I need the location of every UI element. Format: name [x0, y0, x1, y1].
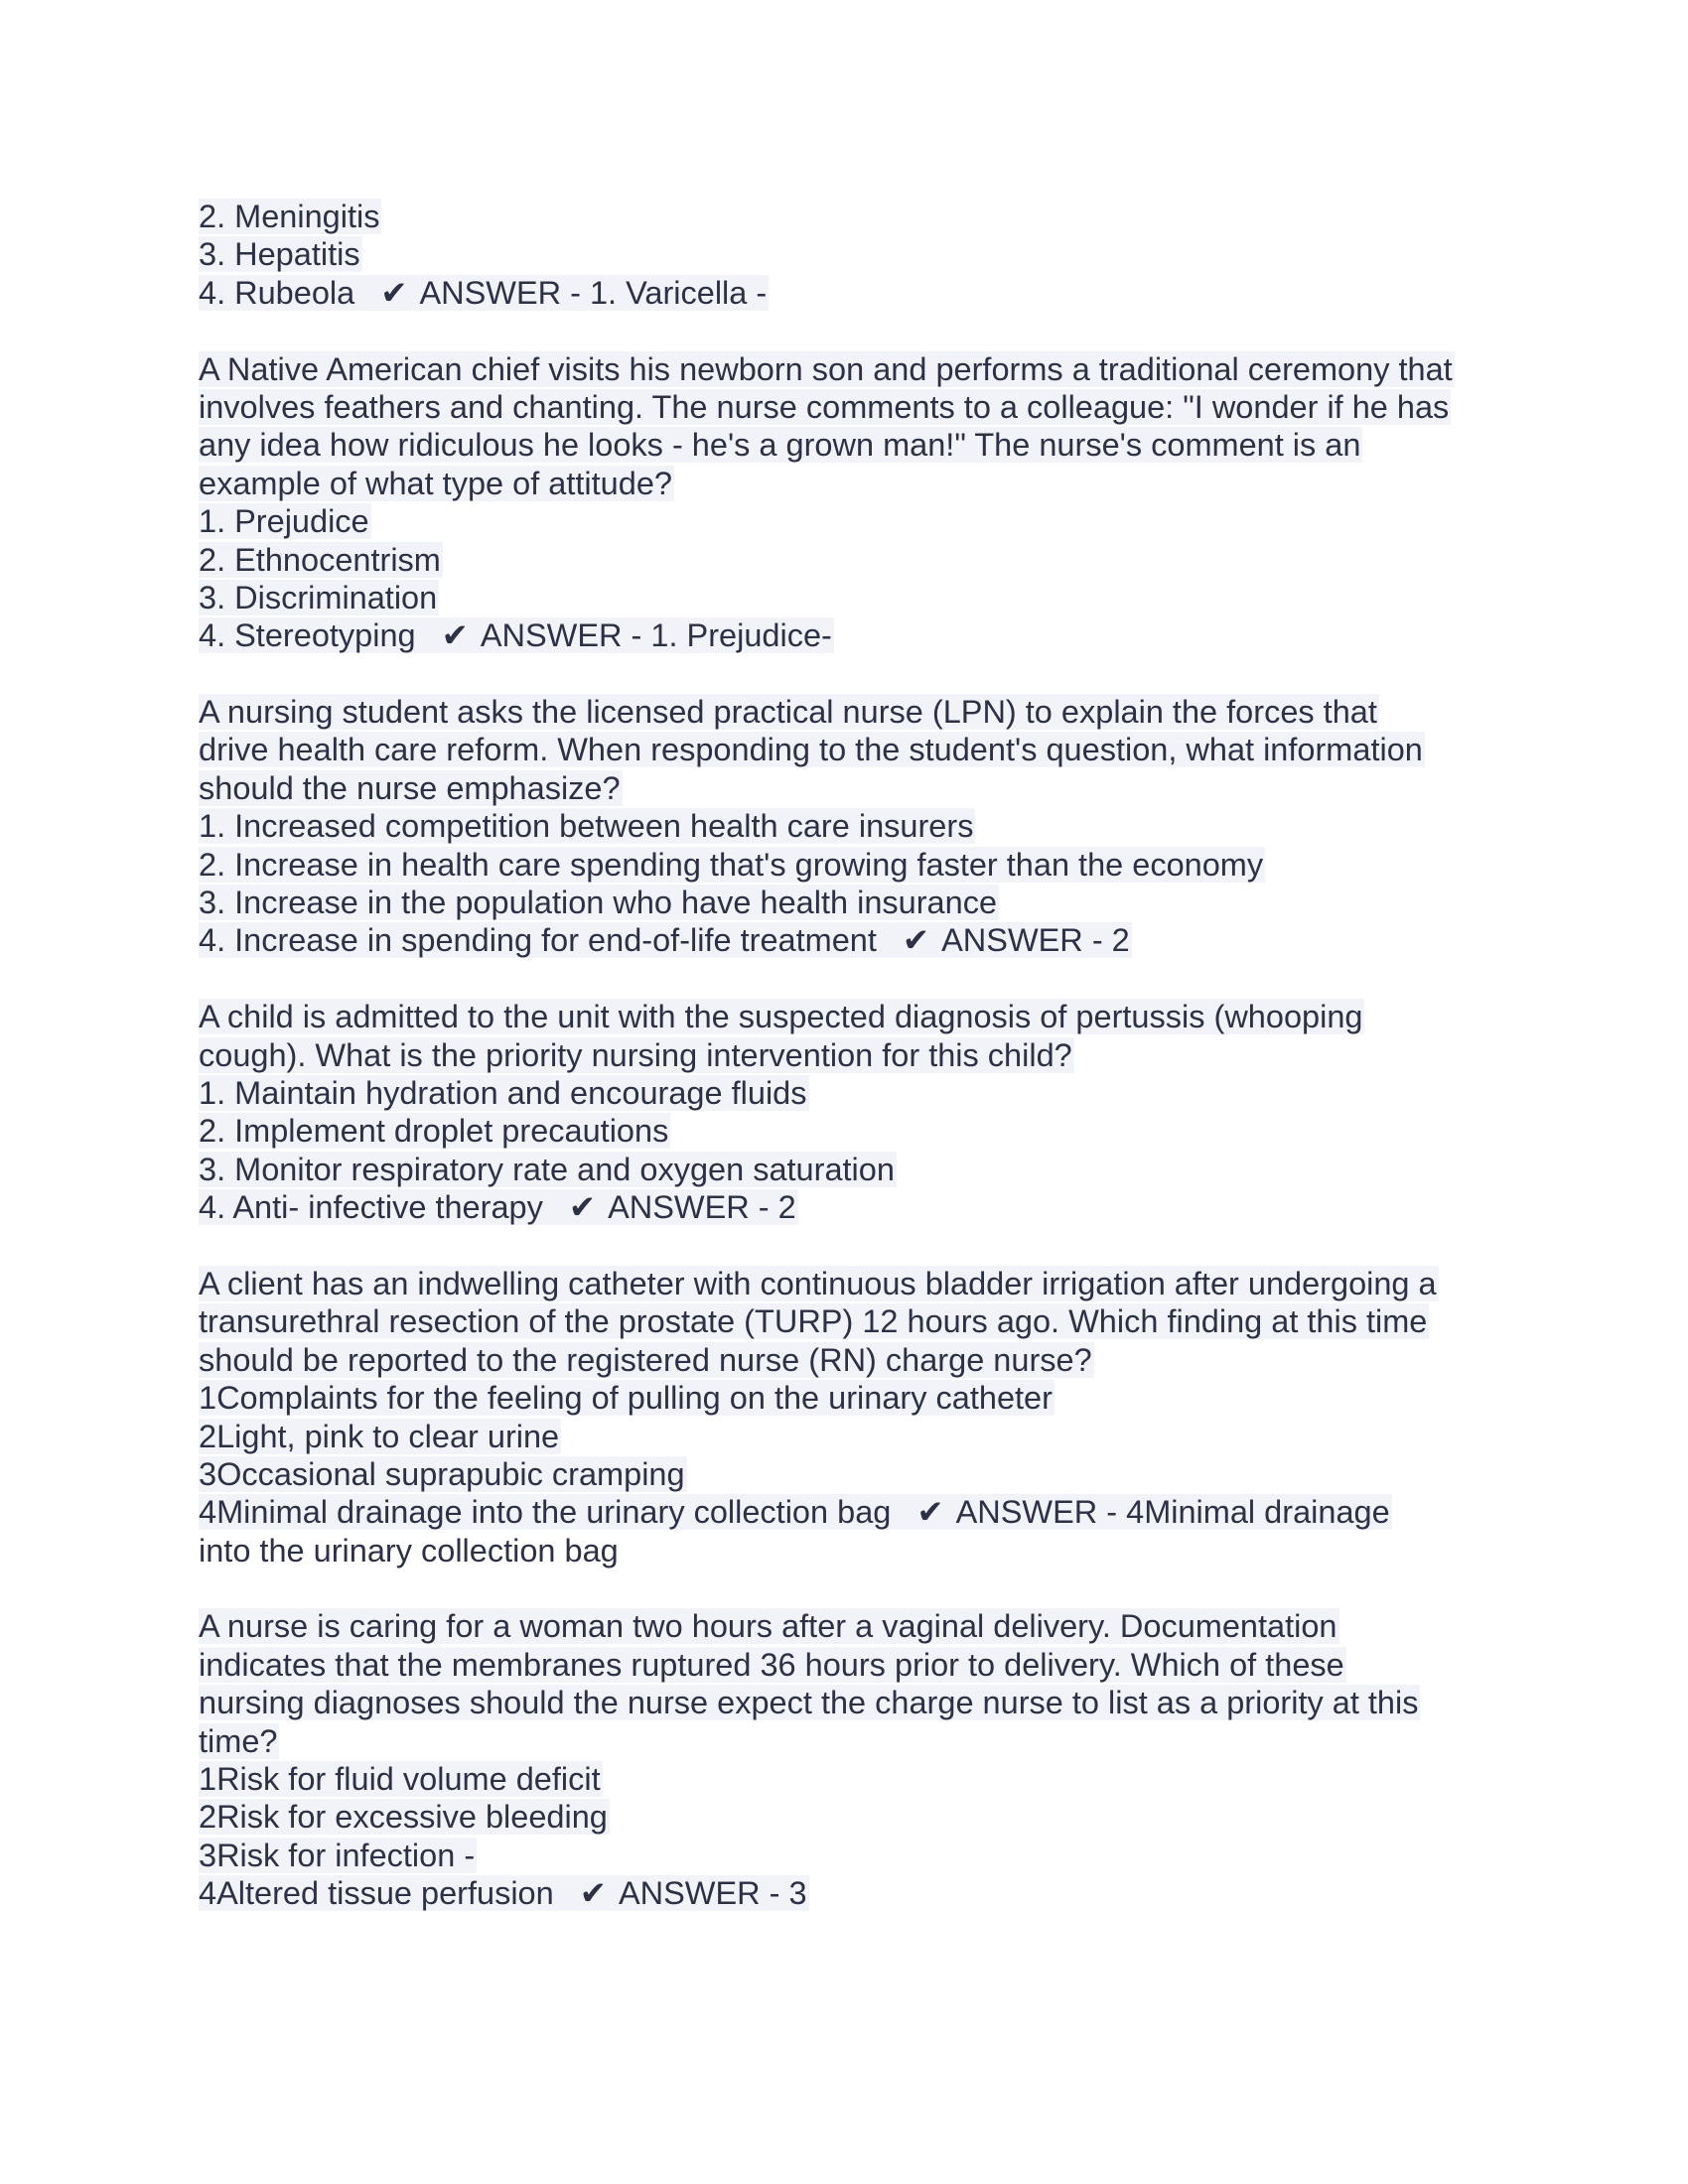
- question-block-2: [199, 350, 1489, 655]
- answer-line: [199, 1188, 1489, 1226]
- question-line: A child is admitted to the unit with the suspected diagnosis of pertussis (whooping: [199, 999, 1363, 1035]
- checkmark-icon: ✔: [568, 1189, 597, 1226]
- option-line: 2. Increase in health care spending that's growing faster than the economy: [199, 846, 1264, 883]
- option-text: 4. Stereotyping: [199, 617, 416, 654]
- option-text: 4. Rubeola: [199, 274, 355, 311]
- option-line: 3. Increase in the population who have health insurance: [199, 885, 998, 921]
- option-text: 4Altered tissue perfusion: [199, 1875, 554, 1912]
- answer-line: [199, 1874, 1489, 1912]
- option-line: 2. Implement droplet precautions: [199, 1113, 669, 1150]
- question-line: A nurse is caring for a woman two hours after a vaginal delivery. Documentation: [199, 1608, 1337, 1645]
- question-block-6: [199, 1607, 1489, 1912]
- option-line: 3Occasional suprapubic cramping: [199, 1455, 685, 1492]
- option-line: 3. Discrimination: [199, 579, 438, 615]
- answer-value: - 1. Varicella -: [570, 274, 768, 311]
- answer-value: - 2: [1091, 922, 1130, 959]
- question-line: nursing diagnoses should the nurse expect the charge nurse to list as a priority at this: [199, 1685, 1419, 1721]
- option-line: 2. Ethnocentrism: [199, 541, 441, 578]
- answer-value: - 3: [769, 1875, 807, 1912]
- option-line: 1. Increased competition between health care insurers: [199, 808, 974, 845]
- option-line: 3Risk for infection -: [199, 1837, 476, 1873]
- question-line: transurethral resection of the prostate (TURP) 12 hours ago. Which finding at this time: [199, 1303, 1428, 1340]
- answer-label: ANSWER: [955, 1494, 1098, 1531]
- option-line: 3. Monitor respiratory rate and oxygen saturation: [199, 1151, 895, 1187]
- checkmark-icon: ✔: [579, 1875, 607, 1912]
- answer-value: - 4Minimal drainage: [1106, 1494, 1390, 1531]
- question-line: drive health care reform. When responding to the student's question, what information: [199, 732, 1423, 768]
- answer-label: ANSWER: [941, 922, 1083, 959]
- option-text: 4. Anti- infective therapy: [199, 1189, 543, 1226]
- question-line: indicates that the membranes ruptured 36 hours prior to delivery. Which of these: [199, 1646, 1344, 1683]
- option-line: 1Risk for fluid volume deficit: [199, 1761, 601, 1798]
- question-line: A Native American chief visits his newborn son and performs a traditional ceremony that: [199, 350, 1453, 387]
- question-line: A client has an indwelling catheter with continuous bladder irrigation after undergoing a: [199, 1265, 1437, 1301]
- document-page: [199, 198, 1489, 1951]
- option-line: 1Complaints for the feeling of pulling on the urinary catheter: [199, 1380, 1053, 1417]
- question-line: cough). What is the priority nursing intervention for this child?: [199, 1036, 1072, 1073]
- answer-label: ANSWER: [480, 617, 623, 654]
- answer-line: [199, 616, 1489, 654]
- question-line: any idea how ridiculous he looks - he's a grown man!" The nurse's comment is an: [199, 427, 1361, 464]
- answer-label: ANSWER: [618, 1875, 761, 1912]
- answer-line: [199, 274, 1489, 312]
- answer-label: ANSWER: [419, 274, 562, 311]
- question-line: example of what type of attitude?: [199, 465, 672, 501]
- option-text: 4. Increase in spending for end-of-life treatment: [199, 922, 877, 959]
- answer-continuation: into the urinary collection bag: [199, 1532, 619, 1569]
- question-line: A nursing student asks the licensed practical nurse (LPN) to explain the forces that: [199, 694, 1377, 731]
- option-line: 1. Maintain hydration and encourage fluids: [199, 1074, 807, 1111]
- answer-line: [199, 921, 1489, 959]
- question-line: time?: [199, 1722, 278, 1759]
- answer-line: [199, 1493, 1489, 1531]
- checkmark-icon: ✔: [916, 1494, 944, 1531]
- question-line: involves feathers and chanting. The nurse comments to a colleague: "I wonder if he has: [199, 388, 1450, 425]
- option-line: 2. Meningitis: [199, 199, 380, 234]
- question-block-5: [199, 1265, 1489, 1570]
- option-line: 2Risk for excessive bleeding: [199, 1799, 608, 1836]
- option-line: 2Light, pink to clear urine: [199, 1418, 560, 1454]
- checkmark-icon: ✔: [902, 922, 930, 959]
- question-block-3: [199, 693, 1489, 960]
- checkmark-icon: ✔: [380, 274, 408, 311]
- question-line: should be reported to the registered nurse (RN) charge nurse?: [199, 1341, 1092, 1378]
- answer-label: ANSWER: [608, 1189, 750, 1226]
- checkmark-icon: ✔: [441, 617, 469, 654]
- question-line: should the nurse emphasize?: [199, 769, 621, 806]
- option-line: 1. Prejudice: [199, 503, 369, 540]
- answer-value: - 2: [758, 1189, 796, 1226]
- answer-value: - 1. Prejudice-: [631, 617, 832, 654]
- question-block-1: [199, 198, 1489, 312]
- option-line: 3. Hepatitis: [199, 236, 360, 273]
- option-text: 4Minimal drainage into the urinary collection bag: [199, 1494, 892, 1531]
- question-block-4: [199, 998, 1489, 1226]
